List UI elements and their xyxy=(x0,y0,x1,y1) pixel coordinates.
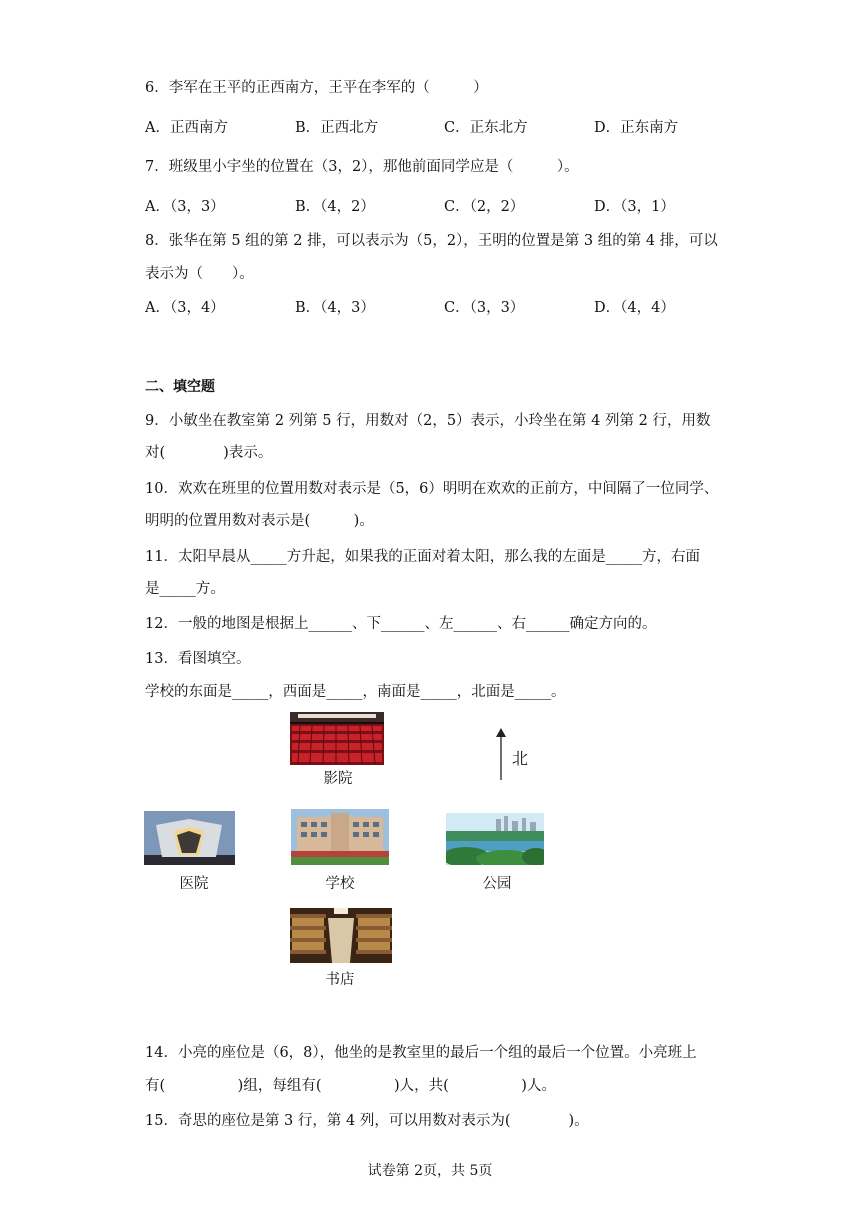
q12-text: 12．一般的地图是根据上______、下______、左______、右______确定方向的。 xyxy=(145,616,657,632)
page-footer: 试卷第 2页，共 5页 xyxy=(367,1163,493,1179)
q13-prompt: 学校的东面是_____，西面是_____，南面是_____，北面是_____。 xyxy=(145,684,566,700)
q10-line2: 明明的位置用数对表示是( )。 xyxy=(145,513,374,529)
q11-line2: 是_____方。 xyxy=(145,581,225,597)
cinema-label: 影院 xyxy=(323,771,353,787)
park-photo xyxy=(446,813,544,865)
q13-title: 13．看图填空。 xyxy=(145,651,251,667)
hospital-photo xyxy=(144,811,235,865)
q7-stem: 7．班级里小宇坐的位置在（3，2），那他前面同学应是（ ）。 xyxy=(145,159,579,175)
q8-option-b: B．（4，3） xyxy=(295,300,375,316)
q14-line2: 有( )组，每组有( )人，共( )人。 xyxy=(145,1078,556,1094)
q8-option-a: A．（3，4） xyxy=(145,300,225,316)
park-label: 公园 xyxy=(482,876,512,892)
q8-stem-line2: 表示为（ ）。 xyxy=(145,266,254,282)
q9-line2: 对( )表示。 xyxy=(145,445,273,461)
school-photo xyxy=(291,809,389,865)
hospital-label: 医院 xyxy=(179,876,209,892)
section-heading: 二、填空题 xyxy=(145,379,215,395)
q10-line1: 10．欢欢在班里的位置用数对表示是（5，6）明明在欢欢的正前方，中间隔了一位同学、 xyxy=(145,481,719,497)
q7-option-d: D．（3，1） xyxy=(594,199,675,215)
school-label: 学校 xyxy=(325,876,355,892)
q7-option-a: A．（3，3） xyxy=(145,199,225,215)
q8-option-d: D．（4，4） xyxy=(594,300,675,316)
q15-text: 15．奇思的座位是第 3 行，第 4 列，可以用数对表示为( )。 xyxy=(145,1113,589,1129)
q8-stem-line1: 8．张华在第 5 组的第 2 排，可以表示为（5，2），王明的位置是第 3 组的第 4 排，可以 xyxy=(145,233,718,249)
bookstore-photo xyxy=(290,908,392,963)
q7-option-c: C．（2，2） xyxy=(444,199,525,215)
q6-option-d: D．正东南方 xyxy=(594,120,679,136)
cinema-photo xyxy=(290,712,384,765)
q6-option-b: B．正西北方 xyxy=(295,120,379,136)
bookstore-label: 书店 xyxy=(325,972,355,988)
q6-stem: 6．李军在王平的正西南方，王平在李军的（ ） xyxy=(145,80,488,96)
q11-line1: 11．太阳早晨从_____方升起，如果我的正面对着太阳，那么我的左面是_____方，右面 xyxy=(145,549,700,565)
q7-option-b: B．（4，2） xyxy=(295,199,375,215)
q6-option-c: C．正东北方 xyxy=(444,120,528,136)
q14-line1: 14．小亮的座位是（6，8），他坐的是教室里的最后一个组的最后一个位置。小亮班上 xyxy=(145,1045,697,1061)
q9-line1: 9．小敏坐在教室第 2 列第 5 行，用数对（2，5）表示，小玲坐在第 4 列第 2 行，用数 xyxy=(145,413,711,429)
north-label: 北 xyxy=(511,749,528,768)
q6-option-a: A．正西南方 xyxy=(145,120,228,136)
q8-option-c: C．（3，3） xyxy=(444,300,525,316)
